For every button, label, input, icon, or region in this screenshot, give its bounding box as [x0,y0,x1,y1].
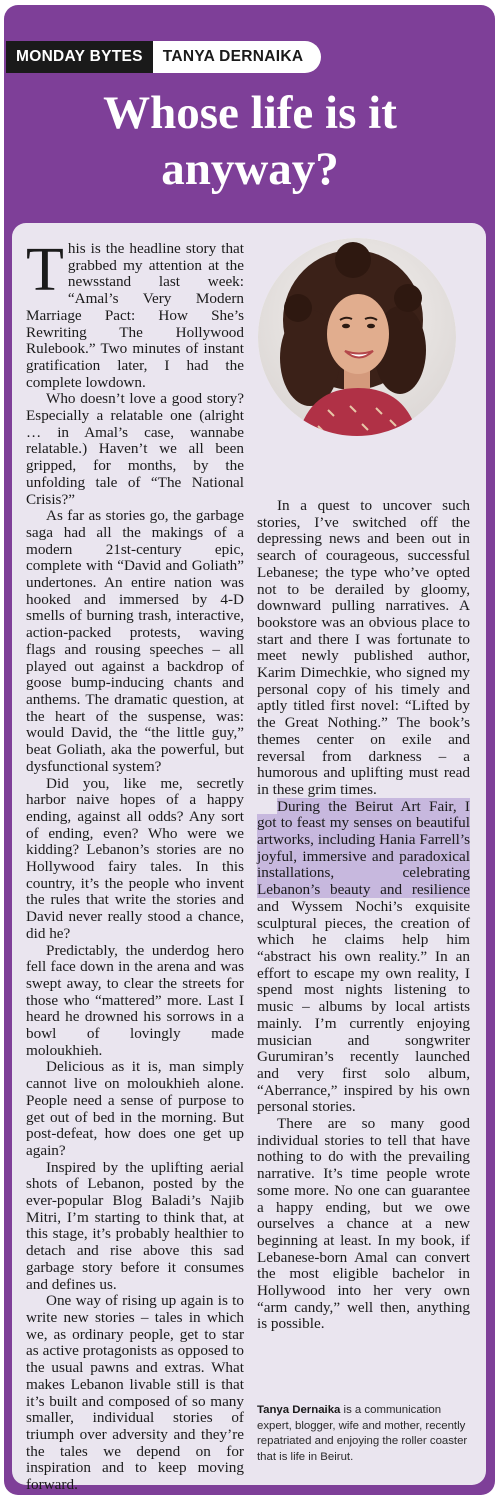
paragraph-4: Did you, like me, secretly harbor naive hopes of a happy ending, against all odds? Any sort of ending, even? Who were we kidding? Lebanon’s stories are no Hollywood fairy tales. In this country, it’s the people who invent the rules that write the stories and David never really stood a chance, did he? [26,774,244,942]
paragraph-8: One way of rising up again is to write new stories – tales in which we, as ordinary people, get to star as active protagonists as opposed to the usual pawns and extras. What makes Lebanon livable still is that it’s built and composed of so many smaller, individual stories of triumph over adversity and they’re the tales we depend on for inspiration and to keep moving forward. [26,1292,244,1494]
article-column-2 [257,498,470,1333]
column-name: MONDAY BYTES [6,41,153,73]
paragraph-9: In a quest to uncover such stories, I’ve switched off the depressing news and been out in search of courageous, successful Lebanese; the type who’ve opted not to be derailed by gloomy, downward pulling narratives. A bookstore was an obvious place to start and there I was fortunate to meet newly published author, Karim Dimechkie, who signed my personal copy of his timely and aptly titled first novel: “Lifted by the Great Nothing.” The book’s themes center on exile and reversal from darkness – a humorous and uplifting must read in these grim times. [257,497,470,798]
headline-line-2: anyway? [161,143,339,195]
paragraph-2: Who doesn’t love a good story? Especially a relatable one (alright … in Amal’s case, wannabe relatable.) Haven’t we all been gripped, for months, by the unfolding tale of “The National Crisis?” [26,390,244,508]
bio-name: Tanya Dernaika [257,1404,341,1416]
author-portrait-photo [258,238,456,436]
headline-line-1: Whose life is it [103,87,397,139]
paragraph-11: There are so many good individual stories to tell that have nothing to do with the prevailing narrative. It’s time people wrote some more. No one can guarantee a happy ending, but we owe ourselves a chance at a new beginning at least. In my book, if Lebanese-born Amal can convert the most eligible bachelor in Hollywood into her very own “arm candy,” well then, anything is possible. [257,1115,470,1333]
author-bio [257,1403,475,1465]
paragraph-6: Delicious as it is, man simply cannot live on moloukhieh alone. People need a sense of purpose to get out of bed in the morning. But post-defeat, how does one get up again? [26,1058,244,1159]
dropcap: T [26,236,64,304]
paragraph-5: Predictably, the underdog hero fell face down in the arena and was swept away, to clear the streets for those who “mattered” more. Last I heard he drowned his sorrows in a bowl of lovingly made moloukhieh. [26,941,244,1059]
author-name: TANYA DERNAIKA [153,41,322,73]
bio-text: is a communication expert, blogger, wife and mother, recently repatriated and enjoying the roller coaster that is life in Beirut. [257,1404,468,1463]
author-portrait-icon [258,238,456,436]
paragraph-1: This is the headline story that grabbed my attention at the newsstand last week: “Amal’s Very Modern Marriage Pact: How She’s Rewriting The Hollywood Rulebook.” Two minutes of instant gratification later, I had the complete lowdown. [26,236,244,391]
article-column-1 [26,236,244,1494]
paragraph-7: Inspired by the uplifting aerial shots of Lebanon, posted by the ever-popular Blog Baladi’s Najib Mitri, I’m starting to think that, at this stage, it’s probably healthier to detach and rise above this sad garbage story before it consumes and defines us. [26,1158,244,1293]
paragraph-3: As far as stories go, the garbage saga had all the makings of a modern 21st-century epic, complete with “David and Goliath” undertones. An entire nation was hooked and immersed by 4-D smells of burning trash, interactive, action-packed protests, waving flags and rousing speeches – all played out against a backdrop of goose bump-inducing chants and anthems. The dramatic question, at the heart of the suspense, was: would David, the “the little guy,” beat Goliath, aka the powerful, but dysfunctional system? [26,507,244,775]
column-tag [6,41,321,73]
highlighted-quote: During the Beirut Art Fair, I got to feast my senses on beautiful artworks, including Hania Farrell’s joyful, immersive and paradoxical installations, celebrating Lebanon’s beauty and resilience [257,797,470,899]
headline [12,85,488,197]
paragraph-10: During the Beirut Art Fair, I got to feast my senses on beautiful artworks, including Hania Farrell’s joyful, immersive and paradoxical installations, celebrating Lebanon’s beauty and resilience and Wyssem Nochi’s exquisite sculptural pieces, the creation of which he claims help him “abstract his own reality.” In an effort to escape my own reality, I spend most nights listening to music – albums by local artists mainly. I’m currently enjoying musician and songwriter Gurumiran’s recently launched and very first solo album, “Aberrance,” inspired by his own personal stories. [257,797,470,1116]
